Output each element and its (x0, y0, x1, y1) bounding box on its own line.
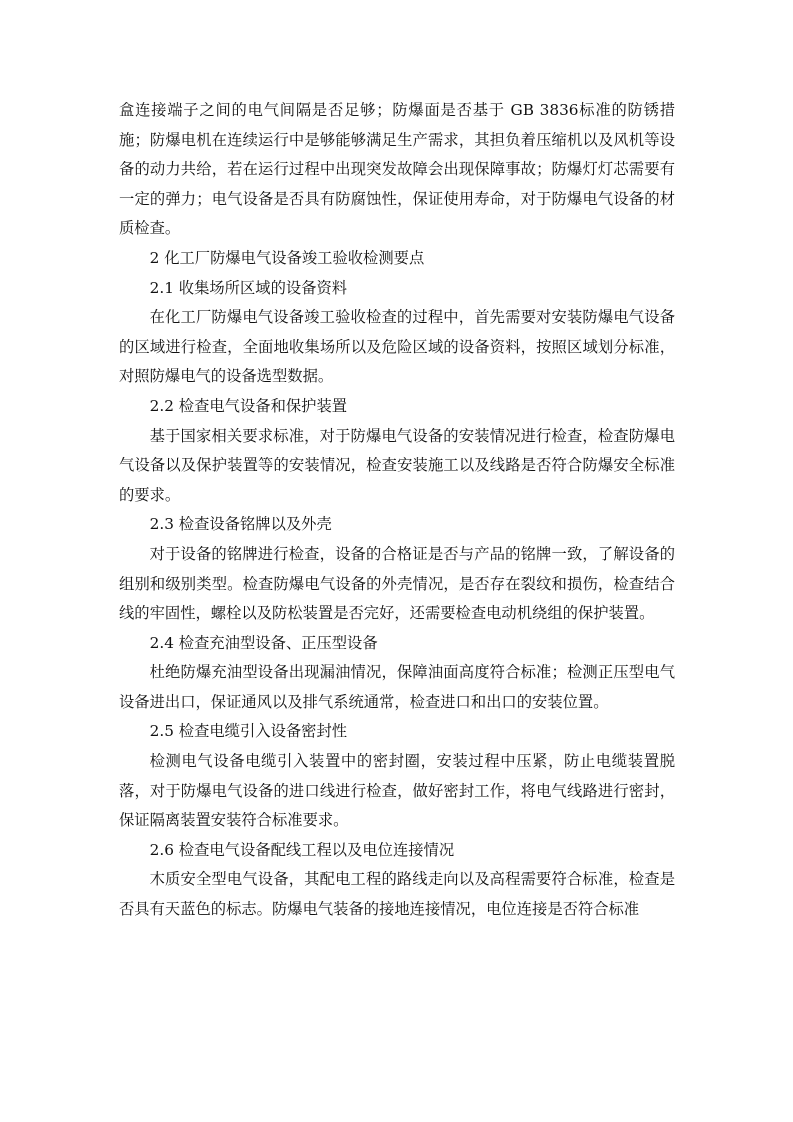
subsection-heading-2-3: 2.3 检查设备铭牌以及外壳 (149, 515, 332, 534)
paragraph-2-1: 在化工厂防爆电气设备竣工验收检查的过程中，首先需要对安装防爆电气设备的区域进行检查，全面地收集场所以及危险区域的设备资料，按照区域划分标准，对照防爆电气的设备选型数据。 (119, 308, 675, 386)
paragraph-2-4: 杜绝防爆充油型设备出现漏油情况，保障油面高度符合标准；检测正压型电气设备进出口，保证通风以及排气系统通常，检查进口和出口的安装位置。 (119, 663, 675, 711)
paragraph-2-5: 检测电气设备电缆引入装置中的密封圈，安装过程中压紧，防止电缆装置脱落，对于防爆电气设备的进口线进行检查，做好密封工作，将电气线路进行密封，保证隔离装置安装符合标准要求。 (119, 752, 675, 830)
document-page (119, 96, 675, 925)
paragraph-intro-continuation: 盒连接端子之间的电气间隔是否足够；防爆面是否基于 GB 3836标准的防锈措施；防爆电机在连续运行中是够能够满足生产需求，其担负着压缩机以及风机等设备的动力共给，若在运行过程中出现突发故障会出现保障事故；防爆灯灯芯需要有一定的弹力；电气设备是否具有防腐蚀性，保证使用寿命，对于防爆电气设备的材质检查。 (119, 101, 675, 238)
subsection-heading-2-6: 2.6 检查电气设备配线工程以及电位连接情况 (149, 840, 455, 859)
section-heading-2: 2 化工厂防爆电气设备竣工验收检测要点 (149, 248, 425, 267)
subsection-heading-2-4: 2.4 检查充油型设备、正压型设备 (149, 633, 378, 652)
paragraph-2-6: 木质安全型电气设备，其配电工程的路线走向以及高程需要符合标准，检查是否具有天蓝色的标志。防爆电气装备的接地连接情况，电位连接是否符合标准 (119, 870, 675, 919)
paragraph-2-3: 对于设备的铭牌进行检查，设备的合格证是否与产品的铭牌一致，了解设备的组别和级别类型。检查防爆电气设备的外壳情况，是否存在裂纹和损伤，检查结合线的牢固性，螺栓以及防松装置是否完好，还需要检查电动机绕组的保护装置。 (119, 544, 675, 623)
subsection-heading-2-2: 2.2 检查电气设备和保护装置 (149, 396, 348, 415)
paragraph-2-2: 基于国家相关要求标准，对于防爆电气设备的安装情况进行检查，检查防爆电气设备以及保护装置等的安装情况，检查安装施工以及线路是否符合防爆安全标准的要求。 (119, 426, 675, 504)
subsection-heading-2-5: 2.5 检查电缆引入设备密封性 (149, 722, 348, 741)
subsection-heading-2-1: 2.1 收集场所区域的设备资料 (149, 278, 348, 297)
